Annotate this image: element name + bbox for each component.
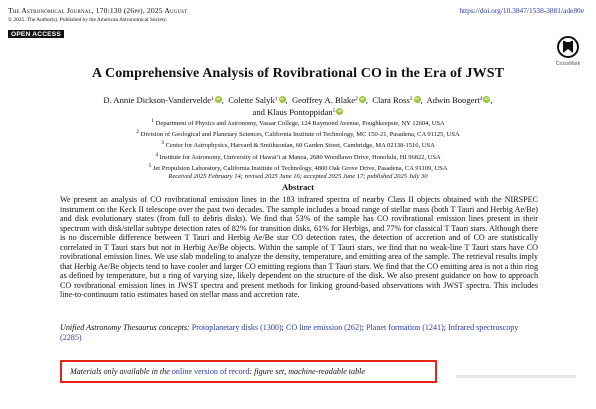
- affiliation: $^3$ Center for Astrophysics, Harvard & Smithsonian, 60 Garden Street, Cambridge, MA 02138-1516, USA: [161, 140, 435, 150]
- author[interactable]: Clara Ross: [372, 95, 410, 105]
- uat-concept-link[interactable]: Infrared spectroscopy (2285): [60, 323, 519, 342]
- abstract-text: We present an analysis of CO rovibrational emission lines in the 183 infrared spectra of nearby Class II objects obtained with the NIRSPEC instrument on the Keck II telescope over the past two decades. The sample includes a broad range of stellar mass (both T Tauri and Herbig Ae/Be) and disk evolutionary states (from full to debris disks). We find that 53% of the sample has CO rovibrational emission lines present in their spectrum with disk/stellar subtype detection rates of 82% for transition disks, 61% for Herbigs, and 77% for classical T Tauri stars. Although there is no discernible difference between T Tauri and Herbig Ae/Be star CO detection rates, the detection of accretion and of CO are statistically correlated in T Tauri stars but not in Herbig Ae/Be objects. Within the sample of T Tauri stars, we find that no weak-line T Tauri stars have CO rovibrational emission lines. We use slab modeling to analyze the density, temperature, and emitting area of the sample. The retrieval results imply that Herbig Ae/Be objects tend to have cooler and larger CO emitting regions than T Tauri stars. We find that the CO emitting area is not a thin ring as defined by temperature, but a ring of varying size, likely dependent on the structure of the disk. We also present guidance on how to approach CO rovibrational emission lines in JWST spectra and present methods for linking ground-based observations with JWST spectra. This includes line-to-continuum ratio estimates based on stellar mass and accretion rate.: [60, 195, 538, 299]
- open-access-badge: OPEN ACCESS: [8, 30, 64, 38]
- author[interactable]: Adwin Boogert: [426, 95, 480, 105]
- crossmark-label: CrossMark: [555, 61, 581, 67]
- orcid-icon[interactable]: [483, 96, 490, 103]
- affiliation: $^5$ Jet Propulsion Laboratory, California Institute of Technology, 4800 Oak Grove Drive, Pasadena, CA 91109, USA: [148, 162, 448, 172]
- affiliation: $^1$ Department of Physics and Astronomy, Vassar College, 124 Raymond Avenue, Poughkeepsie, NY 12604, USA: [151, 118, 445, 127]
- journal-citation: The Astronomical Journal, 170:130 (26pp), 2025 August: [8, 6, 188, 15]
- crossmark-icon: [557, 36, 579, 60]
- orcid-icon[interactable]: [414, 96, 421, 103]
- author[interactable]: Colette Salyk: [228, 95, 275, 105]
- doi-link[interactable]: https://doi.org/10.3847/1538-3881/ade80e: [459, 6, 584, 15]
- author[interactable]: Geoffrey A. Blake: [291, 95, 356, 105]
- orcid-icon[interactable]: [336, 108, 343, 115]
- uat-concept-link[interactable]: Planet formation (1241): [366, 323, 444, 332]
- uat-concepts: Unified Astronomy Thesaurus concepts: Protoplanetary disks (1300); CO line emission (262); Planet formation (1241); Infrared spectroscopy (2285): [60, 323, 519, 342]
- affiliations: [40, 117, 556, 181]
- uat-label: Unified Astronomy Thesaurus concepts:: [60, 323, 190, 332]
- author-list: D. Annie Dickson-Vandervelde$^1$iD , Colette Salyk$^1$iD , Geoffrey A. Blake$^2$iD , Clara Ross$^3$iD , Adwin Boogert$^4$iD , and Klaus Pontoppidan$^5$iD: [40, 94, 556, 118]
- author[interactable]: D. Annie Dickson-Vandervelde: [103, 95, 212, 105]
- abstract-heading: Abstract: [282, 182, 314, 192]
- orcid-icon[interactable]: [359, 96, 366, 103]
- uat-concept-link[interactable]: Protoplanetary disks (1300): [191, 323, 282, 332]
- orcid-icon[interactable]: [215, 96, 222, 103]
- affiliation: $^2$ Division of Geological and Planetary Sciences, California Institute of Technology, MC 150-21, Pasadena, CA 91125, USA: [136, 129, 460, 139]
- footnote-rule: [456, 375, 576, 378]
- publication-dates: Received 2025 February 14; revised 2025 June 16; accepted 2025 June 17; published 2025 July 30: [168, 173, 428, 181]
- online-version-link[interactable]: online version of record: [171, 367, 250, 376]
- paper-title: A Comprehensive Analysis of Rovibrational CO in the Era of JWST: [91, 66, 505, 81]
- crossmark-button[interactable]: [552, 36, 584, 67]
- journal-header: [8, 6, 187, 41]
- affiliation: $^4$ Institute for Astronomy, University of Hawai‘i at Manoa, 2680 Woodlawn Drive, Honolulu, HI 96822, USA: [155, 151, 441, 161]
- author[interactable]: Klaus Pontoppidan: [267, 107, 333, 117]
- uat-concept-link[interactable]: CO line emission (262): [285, 323, 362, 332]
- supplementary-materials: Materials only available in the online version of record: figure set, machine-readable table: [70, 367, 365, 376]
- copyright-notice: © 2025. The Author(s). Published by the American Astronomical Society.: [8, 17, 168, 23]
- orcid-icon[interactable]: [279, 96, 286, 103]
